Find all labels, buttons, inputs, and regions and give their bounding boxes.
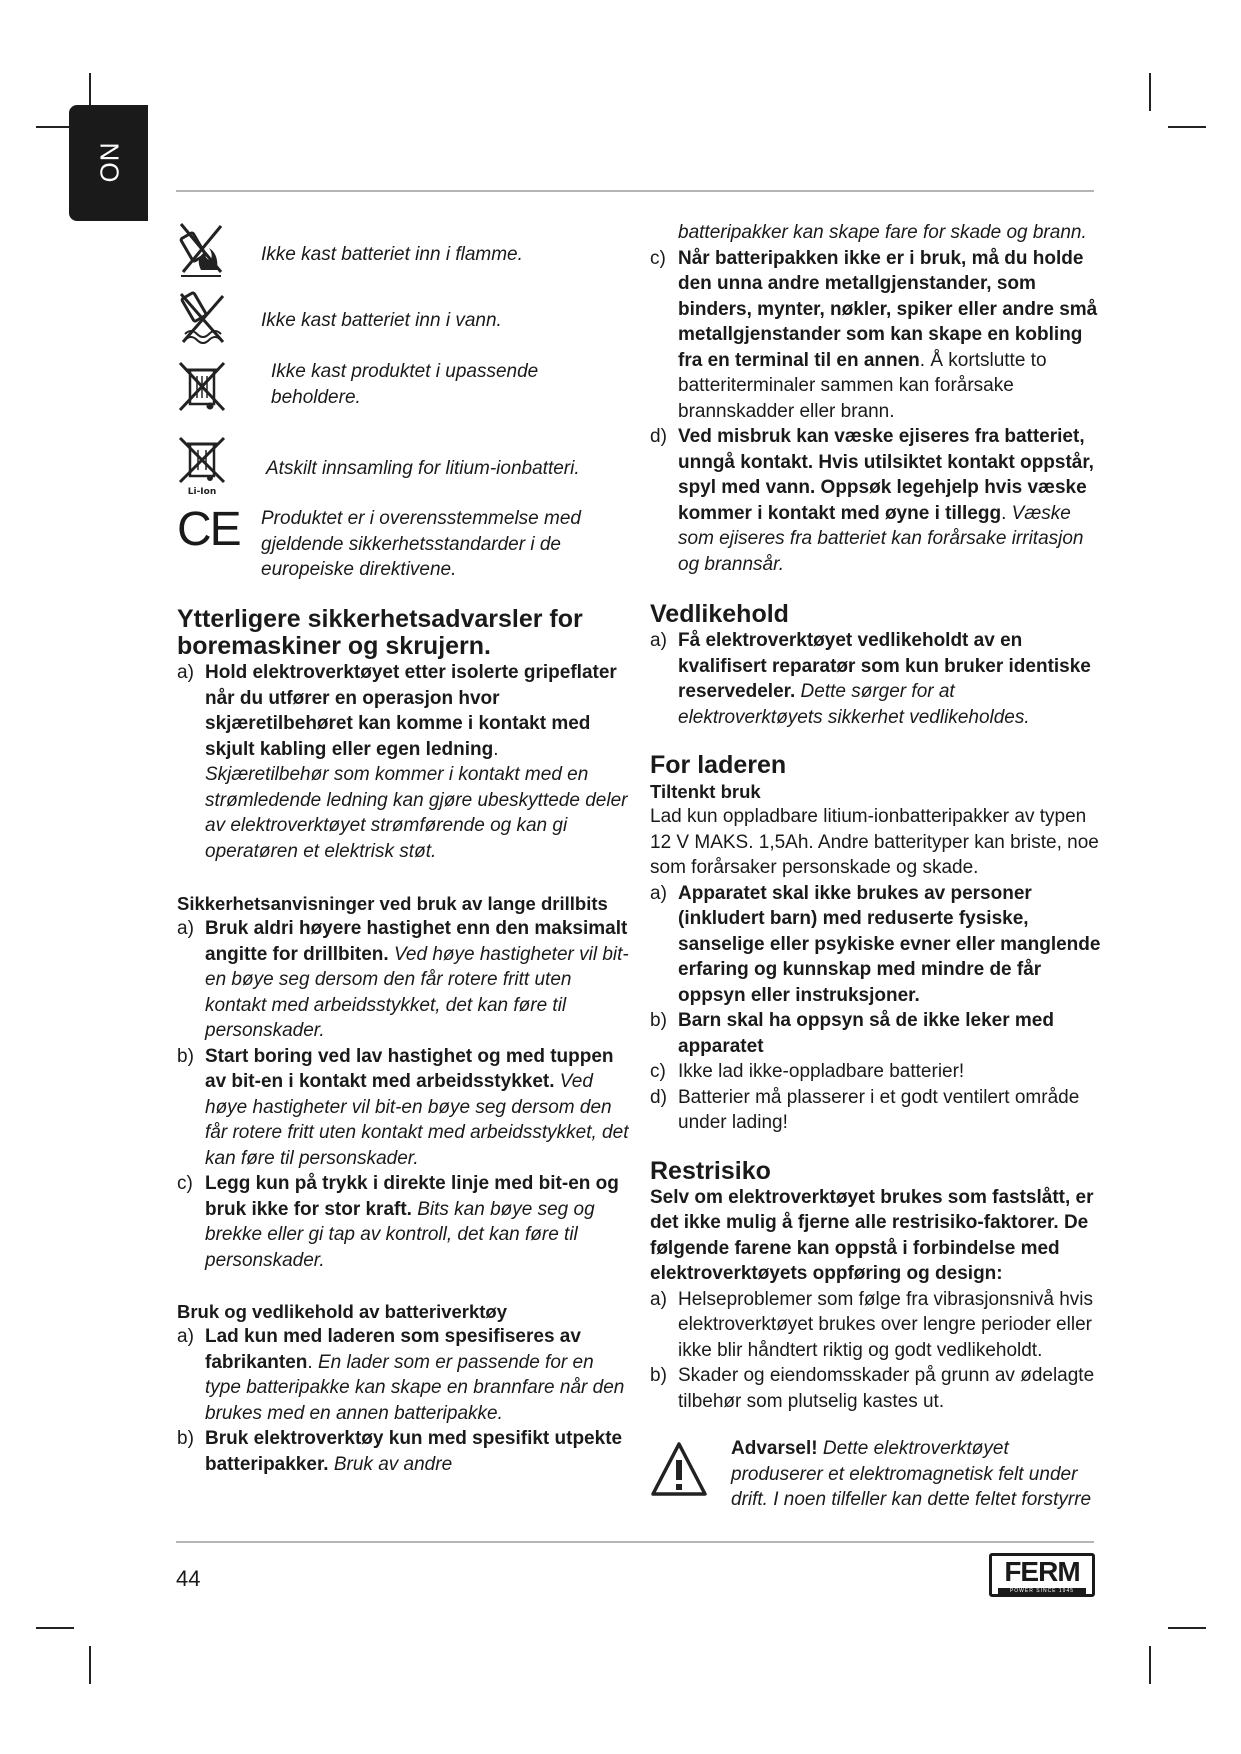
symbol-text: Produktet er i overensstemmelse med gjeldende sikkerhetsstandarder i de europeiske direktivene. (261, 508, 581, 580)
list-item: b) Barn skal ha oppsyn så de ikke leker med apparatet (650, 1010, 1054, 1057)
section-heading: Restrisiko (650, 1156, 771, 1185)
symbol-row-ce (177, 502, 632, 606)
symbol-row-bin (177, 352, 632, 428)
symbol-text: Ikke kast batteriet inn i vann. (261, 310, 502, 331)
warning-box (650, 1436, 1102, 1513)
list-item: a) Lad kun med laderen som spesifiseres av fabrikanten. En lader som er passende for en type batteripakke kan skape en brannfare når den brukes med en annen batteripakke. (177, 1326, 625, 1424)
subsection-heading: Sikkerhetsanvisninger ved bruk av lange drillbits (177, 893, 608, 914)
list-item: a) Hold elektroverktøyet etter isolerte gripeflater når du utfører en operasjon hvor skjæretilbehøret kan komme i kontakt med skjult kabling eller egen ledning. Skjæretilbehør som kommer i kontakt med en strømledende ledning kan gjøre ubeskyttede deler av elektroverktøyet strømførende og kan gi operatøren et elektrisk støt. (177, 662, 628, 862)
left-column (177, 212, 632, 1477)
top-rule (176, 190, 1094, 192)
subsection-heading: Bruk og vedlikehold av batteriverktøy (177, 1301, 508, 1322)
continuation-text: batteripakker kan skape fare for skade og brann. (678, 222, 1087, 243)
symbol-row-li-ion (177, 428, 632, 502)
list-item: b) Bruk elektroverktøy kun med spesifikt utpekte batteripakker. Bruk av andre (177, 1428, 623, 1475)
section-heading: Ytterligere sikkerhetsadvarsler for boremaskiner og skrujern. (177, 605, 583, 660)
crop-mark (1149, 73, 1151, 111)
crop-mark (1168, 126, 1206, 128)
right-column (650, 220, 1102, 1513)
crossed-bin-li-ion-icon (177, 436, 227, 496)
list-item: a) Bruk aldri høyere hastighet enn den maksimalt angitte for drillbiten. Ved høye hastigheter vil bit-en bøye seg dersom den får rotere fritt uten kontakt med arbeidsstykket, det kan føre til personskader. (177, 918, 629, 1041)
page-number: 44 (176, 1566, 201, 1591)
logo-tagline: POWER SINCE 1945 (998, 1588, 1086, 1595)
symbol-row-fire (177, 212, 632, 278)
list-item: c) Når batteripakken ikke er i bruk, må du holde den unna andre metallgjenstander, som binders, mynter, nøkler, spiker eller andre små metallgjenstander som kan skape en kobling fra en terminal til en annen. Å kortslutte to batteriterminaler sammen kan forårsake brannskadder eller brann. (650, 247, 1098, 422)
battery-no-fire-icon (177, 220, 225, 278)
list-item: b) Skader og eiendomsskader på grunn av ødelagte tilbehør som plutselig kastes ut. (650, 1365, 1095, 1412)
bottom-rule (176, 1541, 1094, 1543)
list-item: a) Helseproblemer som følge fra vibrasjonsnivå hvis elektroverktøyet brukes over lengre perioder eller ikke blir håndtert riktig og godt vedlikeholdt. (650, 1288, 1093, 1361)
list-item: a) Apparatet skal ikke brukes av personer (inkludert barn) med reduserte fysiske, sanselige eller psykiske evner eller manglende erfaring og kunnskap med mindre de får oppsyn eller instruksjoner. (650, 882, 1101, 1006)
list-item: c) Legg kun på trykk i direkte linje med bit-en og bruk ikke for stor kraft. Bits kan bøye seg og brekke eller gi tap av kontroll, det kan føre til personskader. (177, 1173, 619, 1271)
subsection-heading: Tiltenkt bruk (650, 781, 761, 802)
list-item: a) Få elektroverktøyet vedlikeholdt av en kvalifisert reparatør som kun bruker identiske reservedeler. Dette sørger for at elektroverktøyets sikkerhet vedlikeholdes. (650, 630, 1091, 728)
crossed-bin-icon (177, 360, 227, 414)
list-item: c) Ikke lad ikke-oppladbare batterier! (650, 1061, 965, 1082)
residual-intro: Selv om elektroverktøyet brukes som fastslått, er det ikke mulig å fjerne alle restrisiko-faktorer. De følgende farene kan oppstå i forbindelse med elektroverktøyets oppføring og design: (650, 1186, 1094, 1284)
li-ion-label: Li-Ion (187, 487, 217, 496)
ferm-logo (989, 1553, 1095, 1597)
crop-mark (89, 1646, 91, 1684)
symbol-text: Atskilt innsamling for litium-ionbatteri. (266, 458, 580, 479)
warning-triangle-icon (650, 1440, 708, 1498)
symbol-text: Ikke kast batteriet inn i flamme. (261, 244, 523, 265)
section-heading: For laderen (650, 751, 787, 779)
section-heading: Vedlikehold (650, 600, 789, 628)
list-item: b) Start boring ved lav hastighet og med tuppen av bit-en i kontakt med arbeidsstykket. Ved høye hastigheter vil bit-en bøye seg dersom den får rotere fritt uten kontakt med arbeidsstykket, det kan føre til personskader. (177, 1045, 629, 1169)
list-item: d) Ved misbruk kan væske ejiseres fra batteriet, unngå kontakt. Hvis utilsiktet kontakt oppstår, spyl med vann. Oppsøk legehjelp hvis væske kommer i kontakt med øyne i tillegg. Væske som ejiseres fra batteriet kan forårsake irritasjon og brannsår. (650, 426, 1094, 575)
ce-mark-icon: CE (177, 503, 240, 556)
battery-no-water-icon (177, 290, 227, 346)
charger-intro: Lad kun oppladbare litium-ionbatteripakker av typen 12 V MAKS. 1,5Ah. Andre batterityper kan briste, noe som forårsaker personskade og skade. (650, 806, 1099, 878)
warning-text: Advarsel! Dette elektroverktøyet produserer et elektromagnetisk felt under drift. I noen tilfeller kan dette feltet forstyrre (731, 1438, 1092, 1510)
symbol-text: Ikke kast produktet i upassende beholdere. (271, 361, 539, 408)
language-code: NO (94, 142, 124, 184)
crop-mark (1149, 1646, 1151, 1684)
logo-name: FERM (1004, 1556, 1080, 1587)
crop-mark (1168, 1627, 1206, 1629)
crop-mark (36, 1627, 74, 1629)
list-item: d) Batterier må plasserer i et godt ventilert område under lading! (650, 1086, 1080, 1133)
language-tab (69, 105, 148, 221)
symbol-row-water (177, 278, 632, 352)
